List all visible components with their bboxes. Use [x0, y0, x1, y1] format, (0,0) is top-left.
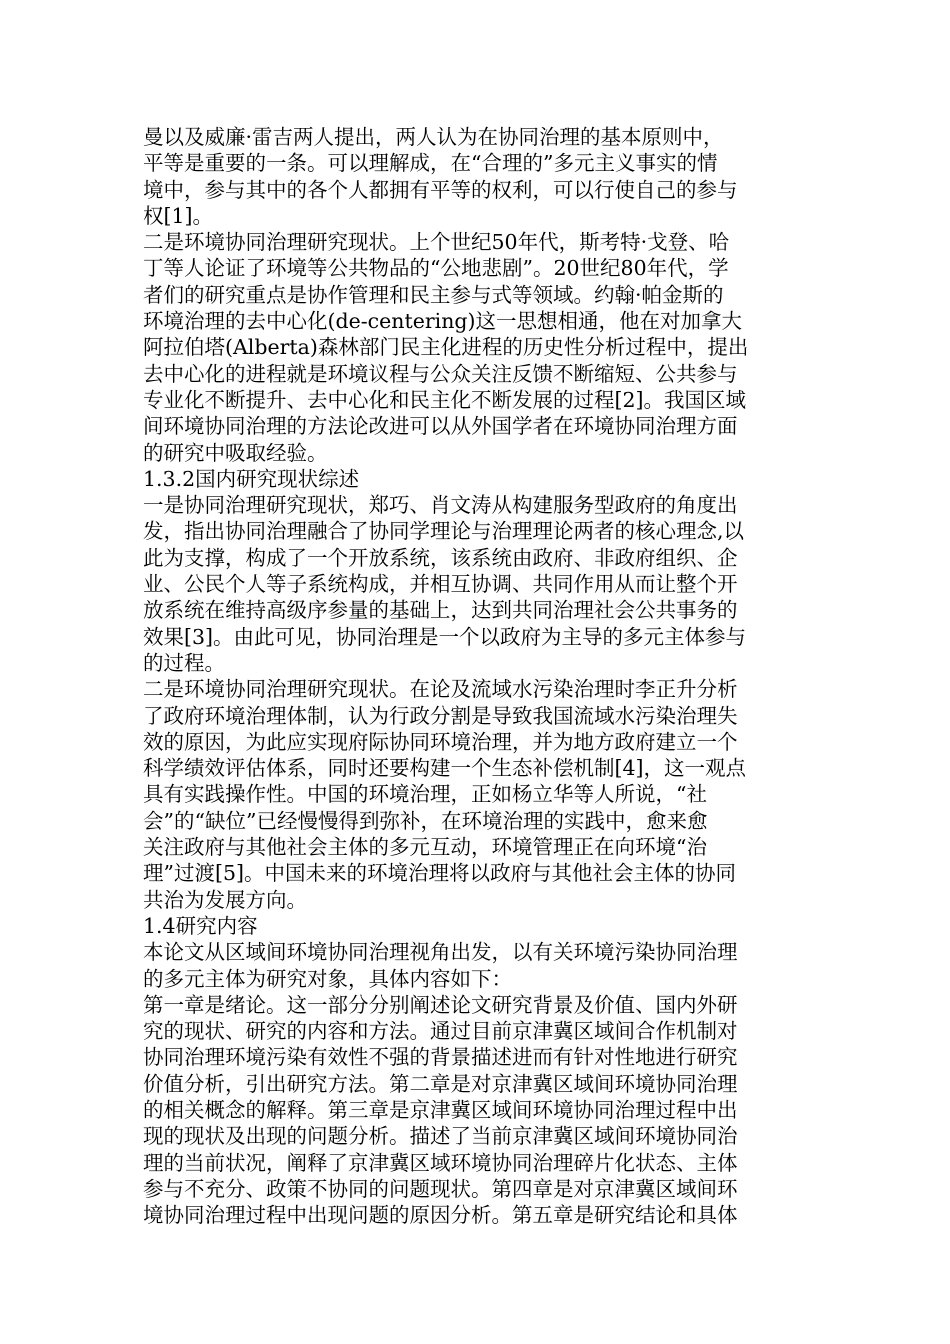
text-line: 参与不充分、政策不协同的问题现状。第四章是对京津冀区域间环 [143, 1176, 738, 1201]
text-line: 平等是重要的一条。可以理解成，在“合理的”多元主义事实的情 [143, 151, 718, 176]
text-line: 放系统在维持高级序参量的基础上，达到共同治理社会公共事务的 [143, 598, 738, 623]
text-line: 效果[3]。由此可见，协同治理是一个以政府为主导的多元主体参与 [143, 624, 747, 649]
text-line: 去中心化的进程就是环境议程与公众关注反馈不断缩短、公共参与 [143, 361, 738, 386]
text-line: 者们的研究重点是协作管理和民主参与式等领域。约翰·帕金斯的 [143, 282, 724, 307]
text-line: 一是协同治理研究现状，郑巧、肖文涛从构建服务型政府的角度出 [143, 493, 738, 518]
section-heading: 1.4研究内容 [143, 913, 258, 938]
text-line: 的多元主体为研究对象，具体内容如下： [143, 966, 512, 991]
text-line: 境中，参与其中的各个人都拥有平等的权利，可以行使自己的参与 [143, 177, 738, 202]
text-line: 间环境协同治理的方法论改进可以从外国学者在环境协同治理方面 [143, 414, 738, 439]
text-line: 本论文从区域间环境协同治理视角出发，以有关环境污染协同治理 [143, 940, 738, 965]
document-body [143, 124, 808, 1228]
text-line: 了政府环境治理体制，认为行政分割是导致我国流域水污染治理失 [143, 703, 738, 728]
text-line: 具有实践操作性。中国的环境治理，正如杨立华等人所说，“社 [143, 782, 707, 807]
text-line: 此为支撑，构成了一个开放系统，该系统由政府、非政府组织、企 [143, 545, 738, 570]
text-line: 环境治理的去中心化(de-centering)这一思想相通，他在对加拿大 [143, 309, 743, 334]
text-line: 现的现状及出现的问题分析。描述了当前京津冀区域间环境协同治 [143, 1124, 738, 1149]
text-line: 的过程。 [143, 650, 225, 675]
text-line: 究的现状、研究的内容和方法。通过目前京津冀区域间合作机制对 [143, 1019, 738, 1044]
text-line: 共治为发展方向。 [143, 887, 307, 912]
text-line: 理的当前状况，阐释了京津冀区域环境协同治理碎片化状态、主体 [143, 1150, 738, 1175]
section-heading: 1.3.2国内研究现状综述 [143, 466, 360, 491]
text-line: 第一章是绪论。这一部分分别阐述论文研究背景及价值、国内外研 [143, 992, 738, 1017]
text-line: 二是环境协同治理研究现状。在论及流域水污染治理时李正升分析 [143, 677, 738, 702]
text-line: 专业化不断提升、去中心化和民主化不断发展的过程[2]。我国区域 [143, 387, 747, 412]
text-line: 关注政府与其他社会主体的多元互动，环境管理正在向环境“治 [143, 835, 707, 860]
text-line: 丁等人论证了环境等公共物品的“公地悲剧”。20世纪80年代，学 [143, 256, 729, 281]
text-line: 的相关概念的解释。第三章是京津冀区域间环境协同治理过程中出 [143, 1097, 738, 1122]
text-line: 二是环境协同治理研究现状。上个世纪50年代，斯考特·戈登、哈 [143, 230, 730, 255]
text-line: 境协同治理过程中出现问题的原因分析。第五章是研究结论和具体 [143, 1203, 738, 1228]
text-line: 权[1]。 [143, 203, 214, 228]
text-line: 协同治理环境污染有效性不强的背景描述进而有针对性地进行研究 [143, 1045, 738, 1070]
text-line: 的研究中吸取经验。 [143, 440, 328, 465]
text-line: 科学绩效评估体系，同时还要构建一个生态补偿机制[4]，这一观点 [143, 756, 747, 781]
text-line: 发，指出协同治理融合了协同学理论与治理理论两者的核心理念,以 [143, 519, 745, 544]
text-line: 曼以及威廉·雷吉两人提出，两人认为在协同治理的基本原则中， [143, 125, 724, 149]
text-line: 效的原因，为此应实现府际协同环境治理，并为地方政府建立一个 [143, 729, 738, 754]
text-line: 业、公民个人等子系统构成，并相互协调、共同作用从而让整个开 [143, 572, 738, 597]
text-line: 会”的“缺位”已经慢慢得到弥补，在环境治理的实践中，愈来愈 [143, 808, 708, 833]
text-line: 理”过渡[5]。中国未来的环境治理将以政府与其他社会主体的协同 [143, 861, 737, 886]
text-line: 价值分析，引出研究方法。第二章是对京津冀区域间环境协同治理 [143, 1071, 738, 1096]
text-line: 阿拉伯塔(Alberta)森林部门民主化进程的历史性分析过程中，提出 [143, 335, 749, 360]
